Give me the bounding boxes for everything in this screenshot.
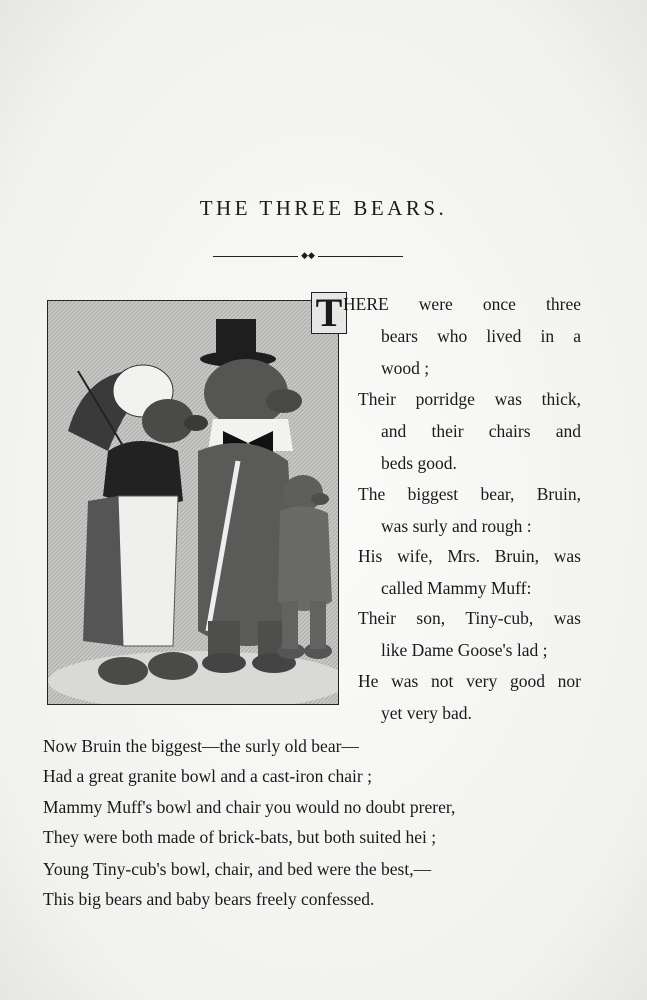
verse-line: called Mammy Muff:: [381, 578, 532, 598]
verse-line: Now Bruin the biggest—the surly old bear—: [43, 736, 359, 756]
page-title: THE THREE BEARS.: [199, 196, 448, 220]
verse-line: His wife, Mrs. Bruin, was: [358, 546, 581, 566]
verse-line: beds good.: [381, 453, 457, 473]
verse-line: This big bears and baby bears freely confessed.: [43, 889, 375, 909]
verse-line: Their porridge was thick,: [358, 389, 581, 409]
verse-line: HERE were once three: [343, 294, 581, 314]
verse-line: Had a great granite bowl and a cast-iron chair ;: [43, 766, 372, 786]
verse-line: and their chairs and: [381, 421, 581, 441]
drop-cap: T: [311, 292, 347, 334]
verse-line: The biggest bear, Bruin,: [358, 484, 581, 504]
rule-ornament: ◆◆: [298, 250, 318, 262]
verse-line: yet very bad.: [381, 703, 472, 723]
three-bears-illustration: [47, 300, 339, 705]
verse-line: Their son, Tiny-cub, was: [358, 608, 581, 628]
verse-line: They were both made of brick-bats, but both suited hei ;: [43, 827, 437, 847]
verse-line: was surly and rough :: [381, 516, 532, 536]
verse-line: Young Tiny-cub's bowl, chair, and bed were the best,—: [43, 859, 432, 879]
verse-line: bears who lived in a: [381, 326, 581, 346]
verse-line: like Dame Goose's lad ;: [381, 640, 548, 660]
verse-line: Mammy Muff's bowl and chair you would no doubt prerer,: [43, 797, 456, 817]
verse-line: He was not very good nor: [358, 671, 581, 691]
verse-line: wood ;: [381, 358, 430, 378]
